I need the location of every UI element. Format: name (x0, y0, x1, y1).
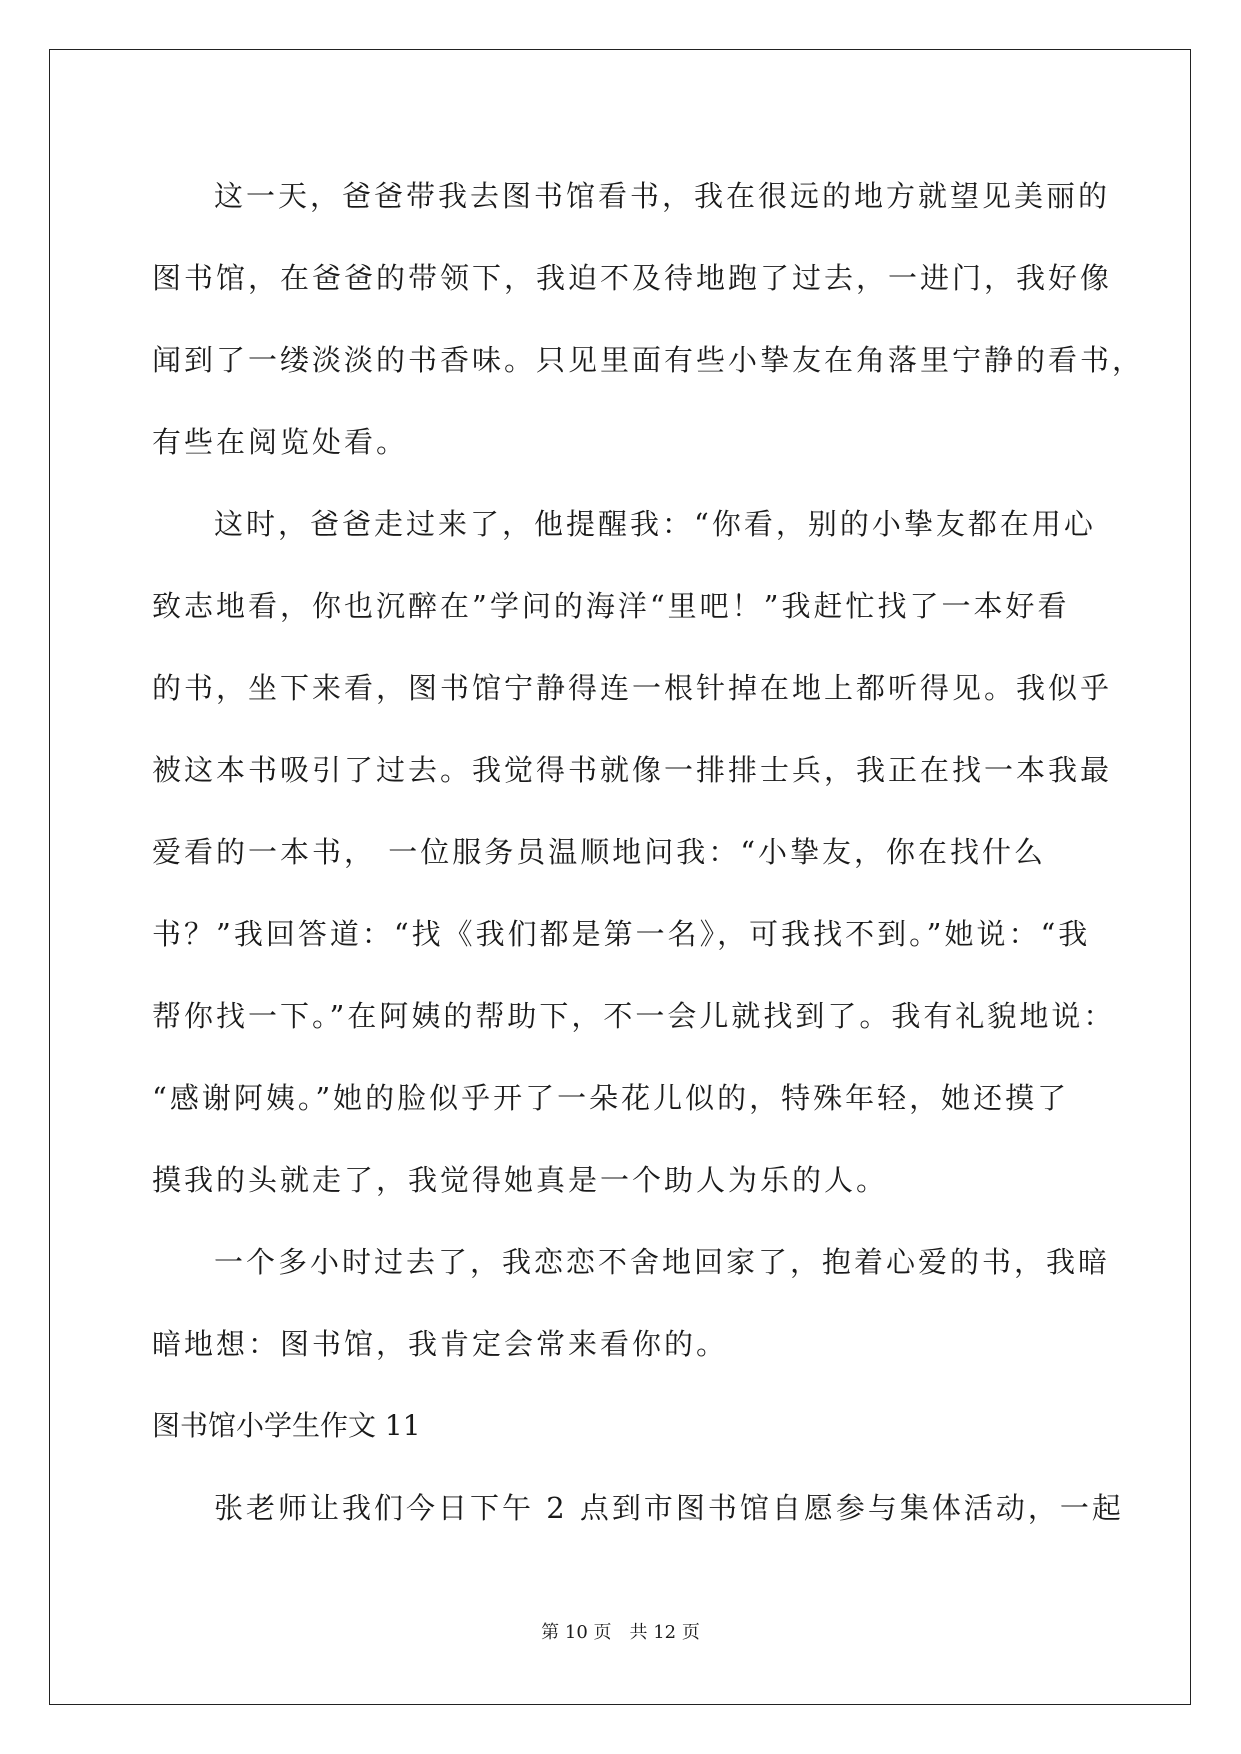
page-number: 第 10 页 (541, 1622, 612, 1643)
text-line: 致志地看，你也沉醉在”学问的海洋“里吧！”我赶忙找了一本好看 (152, 589, 1070, 623)
text-line: 暗地想：图书馆，我肯定会常来看你的。 (152, 1327, 729, 1361)
text-line: 这时，爸爸走过来了，他提醒我：“你看，别的小挚友都在用心 (214, 507, 1096, 541)
text-line: 爱看的一本书， 一位服务员温顺地问我：“小挚友，你在找什么 (152, 835, 1047, 869)
text-line: “感谢阿姨。”她的脸似乎开了一朵花儿似的，特殊年轻，她还摸了 (152, 1081, 1070, 1115)
document-body (152, 155, 1145, 1549)
text-line: 书？”我回答道：“找《我们都是第一名》，可我找不到。”她说：“我 (152, 917, 1091, 951)
text-line: 这一天，爸爸带我去图书馆看书，我在很远的地方就望见美丽的 (214, 179, 1111, 213)
page-footer (0, 1618, 1241, 1644)
text-line: 帮你找一下。”在阿姨的帮助下，不一会儿就找到了。我有礼貌地说： (152, 999, 1116, 1033)
page-total: 共 12 页 (629, 1622, 700, 1643)
text-line: 摸我的头就走了，我觉得她真是一个助人为乐的人。 (152, 1163, 889, 1197)
section-heading: 图书馆小学生作文 11 (152, 1409, 421, 1442)
text-line: 闻到了一缕淡淡的书香味。只见里面有些小挚友在角落里宁静的看书， (152, 343, 1145, 377)
text-line: 被这本书吸引了过去。我觉得书就像一排排士兵，我正在找一本我最 (152, 753, 1113, 787)
text-line: 张老师让我们今日下午 2 点到市图书馆自愿参与集体活动，一起 (214, 1491, 1124, 1525)
text-line: 的书，坐下来看，图书馆宁静得连一根针掉在地上都听得见。我似乎 (152, 671, 1113, 705)
text-line: 有些在阅览处看。 (152, 425, 409, 459)
text-line: 图书馆，在爸爸的带领下，我迫不及待地跑了过去，一进门，我好像 (152, 261, 1113, 295)
text-line: 一个多小时过去了，我恋恋不舍地回家了，抱着心爱的书，我暗 (214, 1245, 1111, 1279)
